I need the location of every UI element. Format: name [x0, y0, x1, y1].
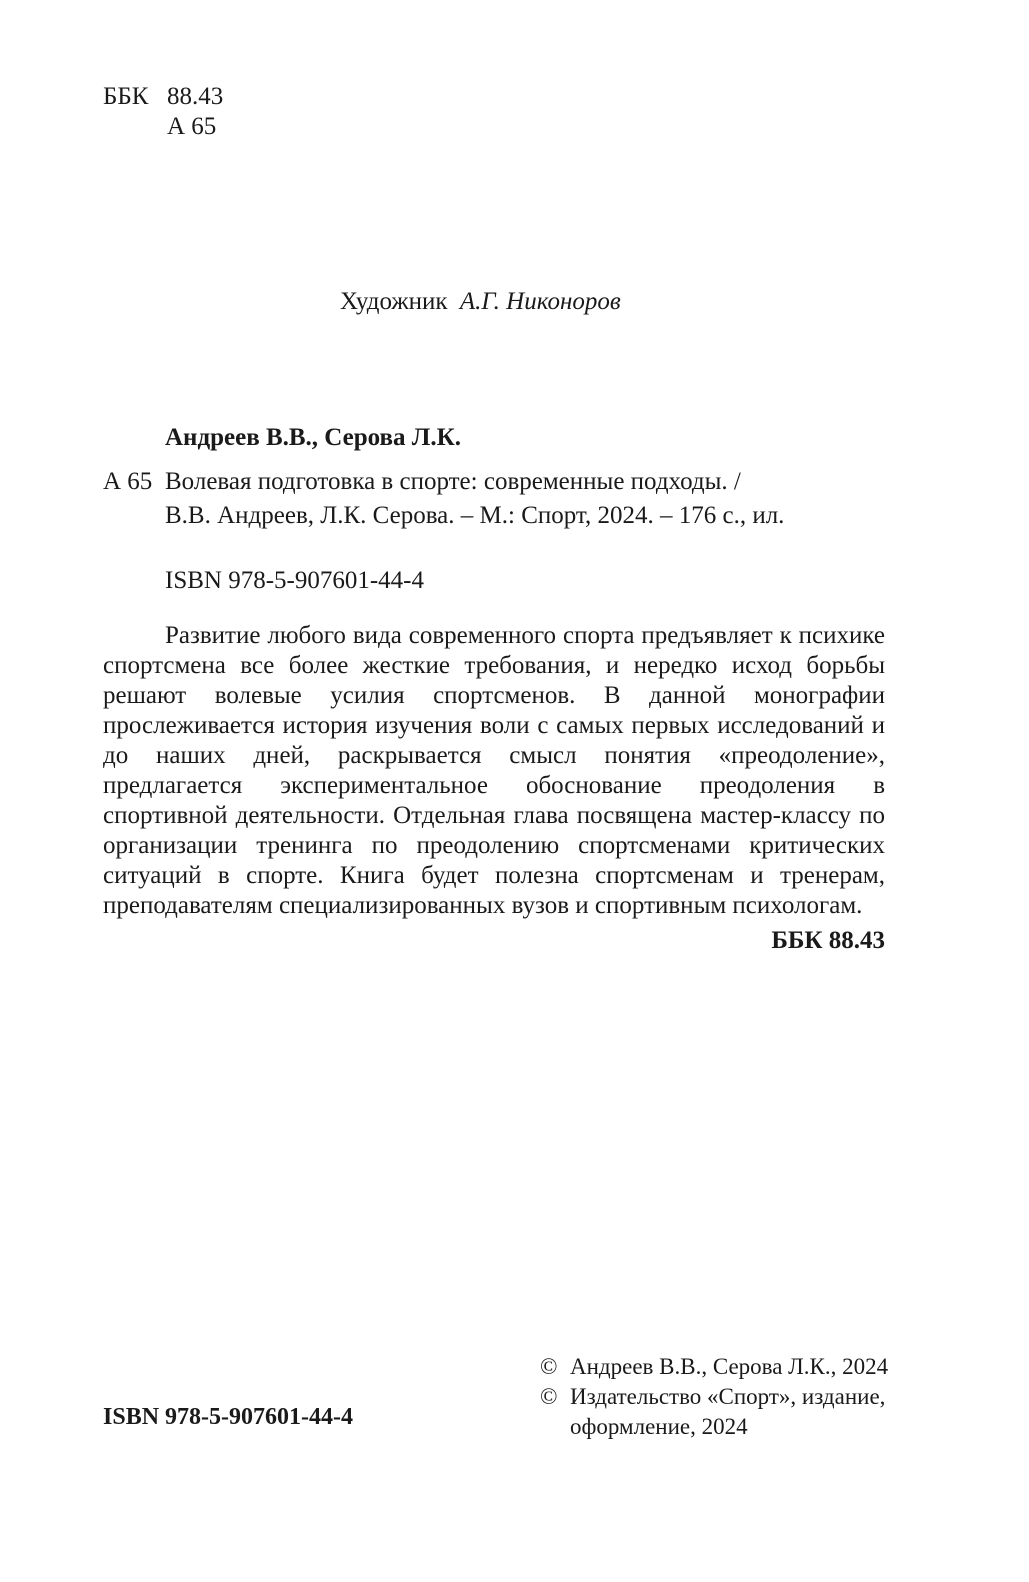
bbk-author-mark: А 65 — [167, 113, 217, 140]
entry-title: Волевая подготовка в спорте: современные подходы. / — [165, 468, 741, 495]
copyright-symbol: © — [540, 1354, 558, 1379]
artist-label: Художник — [340, 288, 448, 315]
bbk-header — [103, 82, 223, 142]
bbk-footer: ББК 88.43 — [771, 927, 885, 954]
entry-isbn: ISBN 978-5-907601-44-4 — [165, 567, 425, 594]
bibliographic-entry — [103, 465, 784, 533]
bbk-label: ББК — [103, 83, 149, 110]
copyright-authors: Андреев В.В., Серова Л.К., 2024 — [570, 1354, 889, 1379]
artist-credit — [340, 288, 621, 316]
isbn-footer: ISBN 978-5-907601-44-4 — [103, 1404, 353, 1430]
copyright-publisher: Издательство «Спорт», издание, — [570, 1384, 886, 1409]
copyright-line-publisher — [540, 1382, 888, 1412]
entry-author-mark: А 65 — [103, 468, 153, 495]
artist-name: А.Г. Никоноров — [459, 288, 621, 315]
copyright-publisher-cont: оформление, 2024 — [570, 1414, 748, 1439]
entry-imprint: В.В. Андреев, Л.К. Серова. – М.: Спорт, 2024. – 176 с., ил. — [165, 502, 785, 529]
annotation-paragraph: Развитие любого вида современного спорта предъявляет к психике спортсмена все более жесткие требования, и нередко исход борьбы решают волевые усилия спортсменов. В данной монографии прослеживается история изучения воли с самых первых исследований и до наших дней, раскрывается смысл понятия «преодоление», предлагается экспериментальное обоснование преодоления в спортивной деятельности. Отдельная глава посвящена мастер-классу по организации тренинга по преодолению спортсменами критических ситуаций в спорте. Книга будет полезна спортсменам и тренерам, преподавателям специализированных вузов и спортивным психологам. — [103, 622, 885, 919]
entry-authors: Андреев В.В., Серова Л.К. — [165, 424, 462, 451]
bbk-code: 88.43 — [167, 83, 224, 110]
copyright-block — [540, 1352, 888, 1442]
copyright-line-authors — [540, 1352, 888, 1382]
entry-title-line — [103, 465, 784, 499]
bbk-header-line — [103, 82, 223, 112]
copyright-symbol: © — [540, 1384, 558, 1409]
